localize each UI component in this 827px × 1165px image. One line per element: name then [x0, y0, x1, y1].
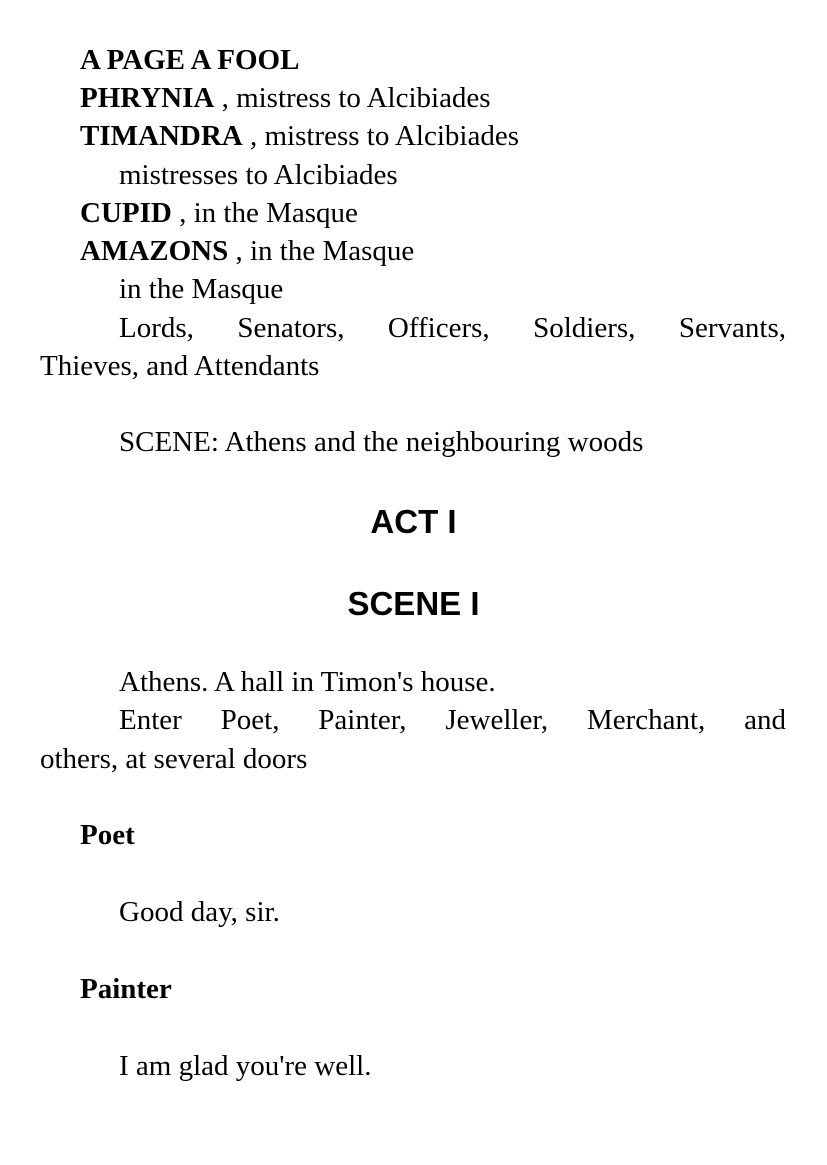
dialogue-line: Good day, sir. — [119, 896, 280, 928]
stage-direction-line-1: Enter Poet, Painter, Jeweller, Merchant, and — [119, 704, 786, 736]
scene-setting: SCENE: Athens and the neighbouring woods — [119, 426, 644, 458]
character-name: CUPID — [80, 197, 172, 229]
other-characters-line-2: Thieves, and Attendants — [40, 350, 320, 382]
character-name: PHRYNIA — [80, 82, 215, 114]
character-amazons — [80, 232, 414, 270]
character-timandra — [80, 117, 519, 155]
character-cupid — [80, 194, 358, 232]
character-name: TIMANDRA — [80, 120, 243, 152]
group-description-masque: in the Masque — [119, 273, 284, 305]
character-description: , mistress to Alcibiades — [214, 82, 491, 114]
character-description: , in the Masque — [228, 235, 415, 267]
character-description: , in the Masque — [171, 197, 358, 229]
stage-direction-line-2: others, at several doors — [40, 743, 308, 775]
speaker-name: Poet — [80, 819, 135, 851]
act-heading: ACT I — [370, 503, 457, 540]
group-description-mistresses: mistresses to Alcibiades — [119, 159, 398, 191]
scene-heading: SCENE I — [347, 585, 480, 622]
character-name: AMAZONS — [80, 235, 229, 267]
character-name: A PAGE A FOOL — [80, 44, 300, 76]
speaker-name: Painter — [80, 973, 172, 1005]
dialogue-line: I am glad you're well. — [119, 1050, 372, 1082]
character-description: , mistress to Alcibiades — [242, 120, 519, 152]
character-phrynia — [80, 79, 491, 117]
character-page-fool — [80, 41, 299, 79]
stage-location: Athens. A hall in Timon's house. — [119, 666, 496, 698]
other-characters-line-1: Lords, Senators, Officers, Soldiers, Servants, — [119, 312, 786, 344]
